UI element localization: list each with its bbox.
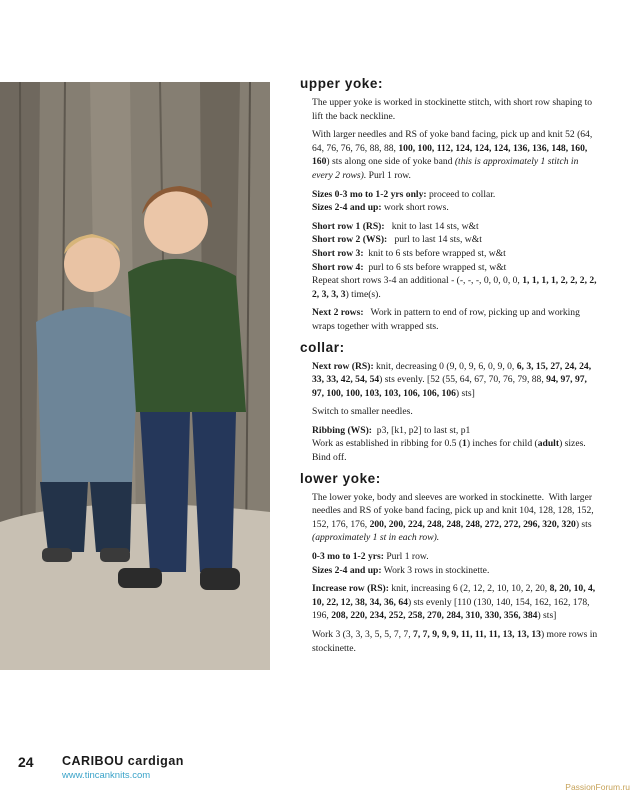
upper-yoke-pickup: With larger needles and RS of yoke band facing, pick up and knit 52 (64, 64, 76, 76, 76, 88, 88, 100, 100, 112, 124, 124, 124, 136, 136, 148, 160, 160) sts along one side of yoke band (this is approximately 1 stitch in every 2 rows). Purl 1 row. xyxy=(312,129,593,181)
short-row-3: Short row 3: knit to 6 sts before wrapped st, w&t xyxy=(312,247,506,259)
lower-yoke-heading: lower yoke: xyxy=(300,470,381,486)
upper-yoke-intro: The upper yoke is worked in stockinette stitch, with short row shaping to lift the back neckline. xyxy=(312,97,593,122)
pattern-title: CARIBOU cardigan xyxy=(62,754,184,768)
children-photo xyxy=(0,82,270,670)
lower-yoke-pickup: The lower yoke, body and sleeves are worked in stockinette. With larger needles and RS of yoke band facing, pick up and knit 104, 128, 128, 152, 152, 176, 176, 200, 200, 224, 248, 248, 248, 272, 272, 296, 320, 320) sts (approximately 1 st in each row). xyxy=(312,491,597,544)
upper-yoke-heading: upper yoke: xyxy=(300,76,384,91)
upper-yoke-short-rows xyxy=(312,220,600,302)
watermark: PassionForum.ru xyxy=(565,782,630,792)
collar-ribbing: Ribbing (WS): p3, [k1, p2] to last st, p1 Work as established in ribbing for 0.5 (1) inches for child (adult) sizes. Bind off. xyxy=(312,424,591,464)
pattern-column xyxy=(300,76,600,661)
upper-yoke-sizes: Sizes 0-3 mo to 1-2 yrs only: proceed to collar. Sizes 2-4 and up: work short rows. xyxy=(312,188,496,214)
short-row-4: Short row 4: purl to 6 sts before wrapped st, w&t xyxy=(312,261,507,273)
children-photo-icon xyxy=(0,82,270,670)
lower-yoke-section xyxy=(300,471,600,656)
short-row-1: Short row 1 (RS): knit to last 14 sts, w&t xyxy=(312,220,479,232)
lower-yoke-work-rows: Work 3 (3, 3, 3, 5, 5, 7, 7, 7, 7, 9, 9, 9, 11, 11, 11, 13, 13, 13) more rows in stockinette. xyxy=(312,629,598,654)
collar-heading: collar: xyxy=(300,339,345,355)
lower-yoke-increase-row: Increase row (RS): knit, increasing 6 (2, 12, 2, 10, 10, 2, 20, 8, 20, 10, 4, 10, 22, 12, 38, 34, 36, 64) sts evenly [110 (130, 140, 154, 162, 162, 178, 196, 208, 220, 234, 252, 258, 270, 284, 310, 330, 356, 384) sts] xyxy=(312,583,596,622)
page-number: 24 xyxy=(18,754,34,770)
website-link[interactable]: www.tincanknits.com xyxy=(62,770,151,781)
lower-yoke-sizes: 0-3 mo to 1-2 yrs: Purl 1 row. Sizes 2-4 and up: Work 3 rows in stockinette. xyxy=(312,551,490,576)
upper-yoke-section xyxy=(300,76,600,334)
collar-section xyxy=(300,340,600,465)
short-row-2: Short row 2 (WS): purl to last 14 sts, w&t xyxy=(312,234,482,246)
collar-next-row: Next row (RS): knit, decreasing 0 (9, 0, 9, 6, 0, 9, 0, 6, 3, 15, 27, 24, 24, 33, 33, 42, 54, 54) sts evenly. [52 (55, 64, 67, 70, 76, 79, 88, 94, 97, 97, 97, 100, 100, 103, 103, 106, 106, 106) sts] xyxy=(312,360,592,399)
collar-switch-needles: Switch to smaller needles. xyxy=(312,406,413,418)
short-row-repeat: Repeat short rows 3-4 an additional - (-, -, -, 0, 0, 0, 0, 1, 1, 1, 1, 2, 2, 2, 2, 2, 3, 3, 3) time(s). xyxy=(312,275,597,300)
upper-yoke-next-rows: Next 2 rows: Work in pattern to end of row, picking up and working wraps together with wrapped sts. xyxy=(312,307,583,332)
